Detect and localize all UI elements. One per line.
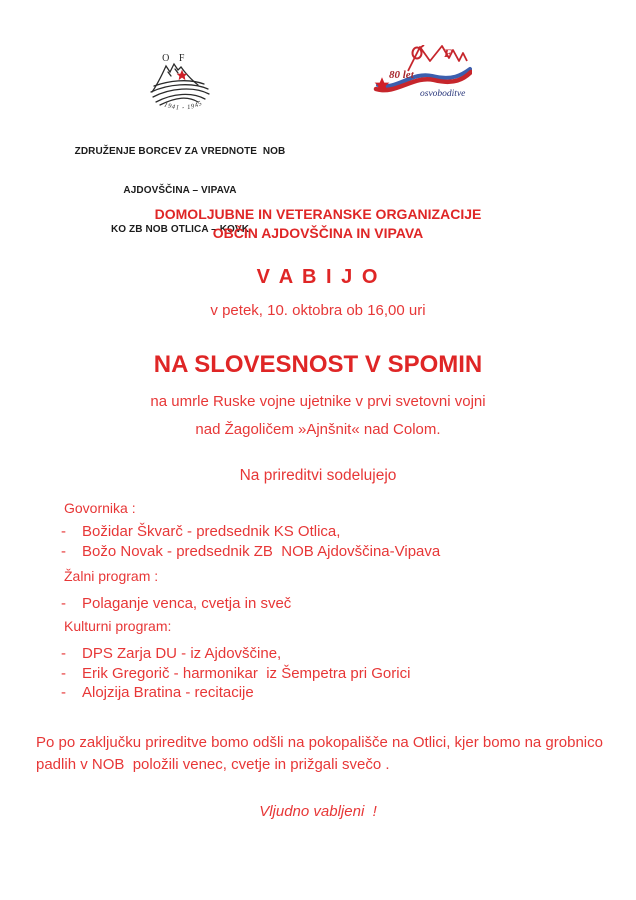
mountain-sketch-icon: [151, 64, 209, 105]
red-star-icon: [177, 70, 188, 80]
section-label-cultural: Kulturni program:: [64, 618, 172, 634]
bullet-dash: -: [61, 543, 66, 560]
anniversary-top-text: 80 let: [389, 69, 414, 81]
program-heading: Na prireditvi sodelujejo: [239, 467, 397, 484]
anniversary-bottom-text: osvoboditve: [420, 89, 466, 99]
organization-line1: ZDRUŽENJE BORCEV ZA VREDNOTE NOB: [74, 146, 286, 157]
closing-paragraph: Po po zaključku prireditve bomo odšli na pokopališče na Otlici, kjer bomo na grobnico padlih v NOB položili venec, cvetje in prižgali svečo .: [36, 734, 608, 773]
speakers-list: [61, 522, 440, 562]
bullet-dash: -: [61, 523, 66, 540]
list-item: [61, 683, 410, 703]
bullet-dash: -: [61, 595, 66, 612]
bullet-dash: -: [61, 664, 66, 682]
issuer-heading: [0, 205, 636, 243]
list-item: [61, 522, 440, 542]
event-subtitle-1: na umrle Ruske vojne ujetnike v prvi svetovni vojni: [150, 393, 486, 410]
of-initials-text: O F: [162, 53, 188, 64]
list-item: [61, 594, 291, 614]
list-item: [61, 644, 410, 664]
farewell-text: Vljudno vabljeni !: [259, 803, 377, 820]
list-item-text: Božidar Škvarč - predsednik KS Otlica,: [82, 523, 341, 540]
list-item-text: Erik Gregorič - harmonikar iz Šempetra pri Gorici: [82, 664, 411, 682]
list-item-text: Alojzija Bratina - recitacije: [82, 684, 254, 701]
list-item-text: Polaganje venca, cvetja in sveč: [82, 595, 292, 612]
list-item-text: Božo Novak - predsednik ZB NOB Ajdovščina-Vipava: [82, 543, 441, 560]
list-item: [61, 664, 410, 684]
mountain-zigzag-icon: [408, 45, 467, 71]
section-label-mourning: Žalni program :: [64, 568, 159, 584]
invitation-title: V A B I J O: [256, 266, 380, 288]
list-item: [61, 542, 440, 562]
anniversary-80-let-logo: [372, 45, 472, 105]
issuer-line1: DOMOLJUBNE IN VETERANSKE ORGANIZACIJE: [154, 206, 482, 222]
organization-line2: AJDOVŠČINA – VIPAVA: [123, 185, 237, 196]
list-item-text: DPS Zarja DU - iz Ajdovščine,: [82, 645, 282, 662]
mourning-list: [61, 594, 291, 614]
bullet-dash: -: [61, 645, 66, 662]
organization-line3: KO ZB NOB OTLICA – KOVK: [110, 224, 250, 235]
bullet-dash: -: [61, 684, 66, 701]
anniversary-letter-f: F: [444, 46, 453, 60]
issuer-line2: OBČIN AJDOVŠČINA IN VIPAVA: [212, 225, 424, 241]
event-subtitle-2: nad Žagoličem »Ajnšnit« nad Colom.: [195, 421, 441, 438]
event-datetime: v petek, 10. oktobra ob 16,00 uri: [210, 302, 426, 319]
event-title: NA SLOVESNOST V SPOMIN: [153, 351, 483, 378]
section-label-speakers: Govornika :: [64, 500, 136, 516]
of-years-text: 1941 - 1945: [163, 99, 204, 112]
of-partisan-emblem: [148, 50, 220, 116]
cultural-list: [61, 644, 410, 703]
